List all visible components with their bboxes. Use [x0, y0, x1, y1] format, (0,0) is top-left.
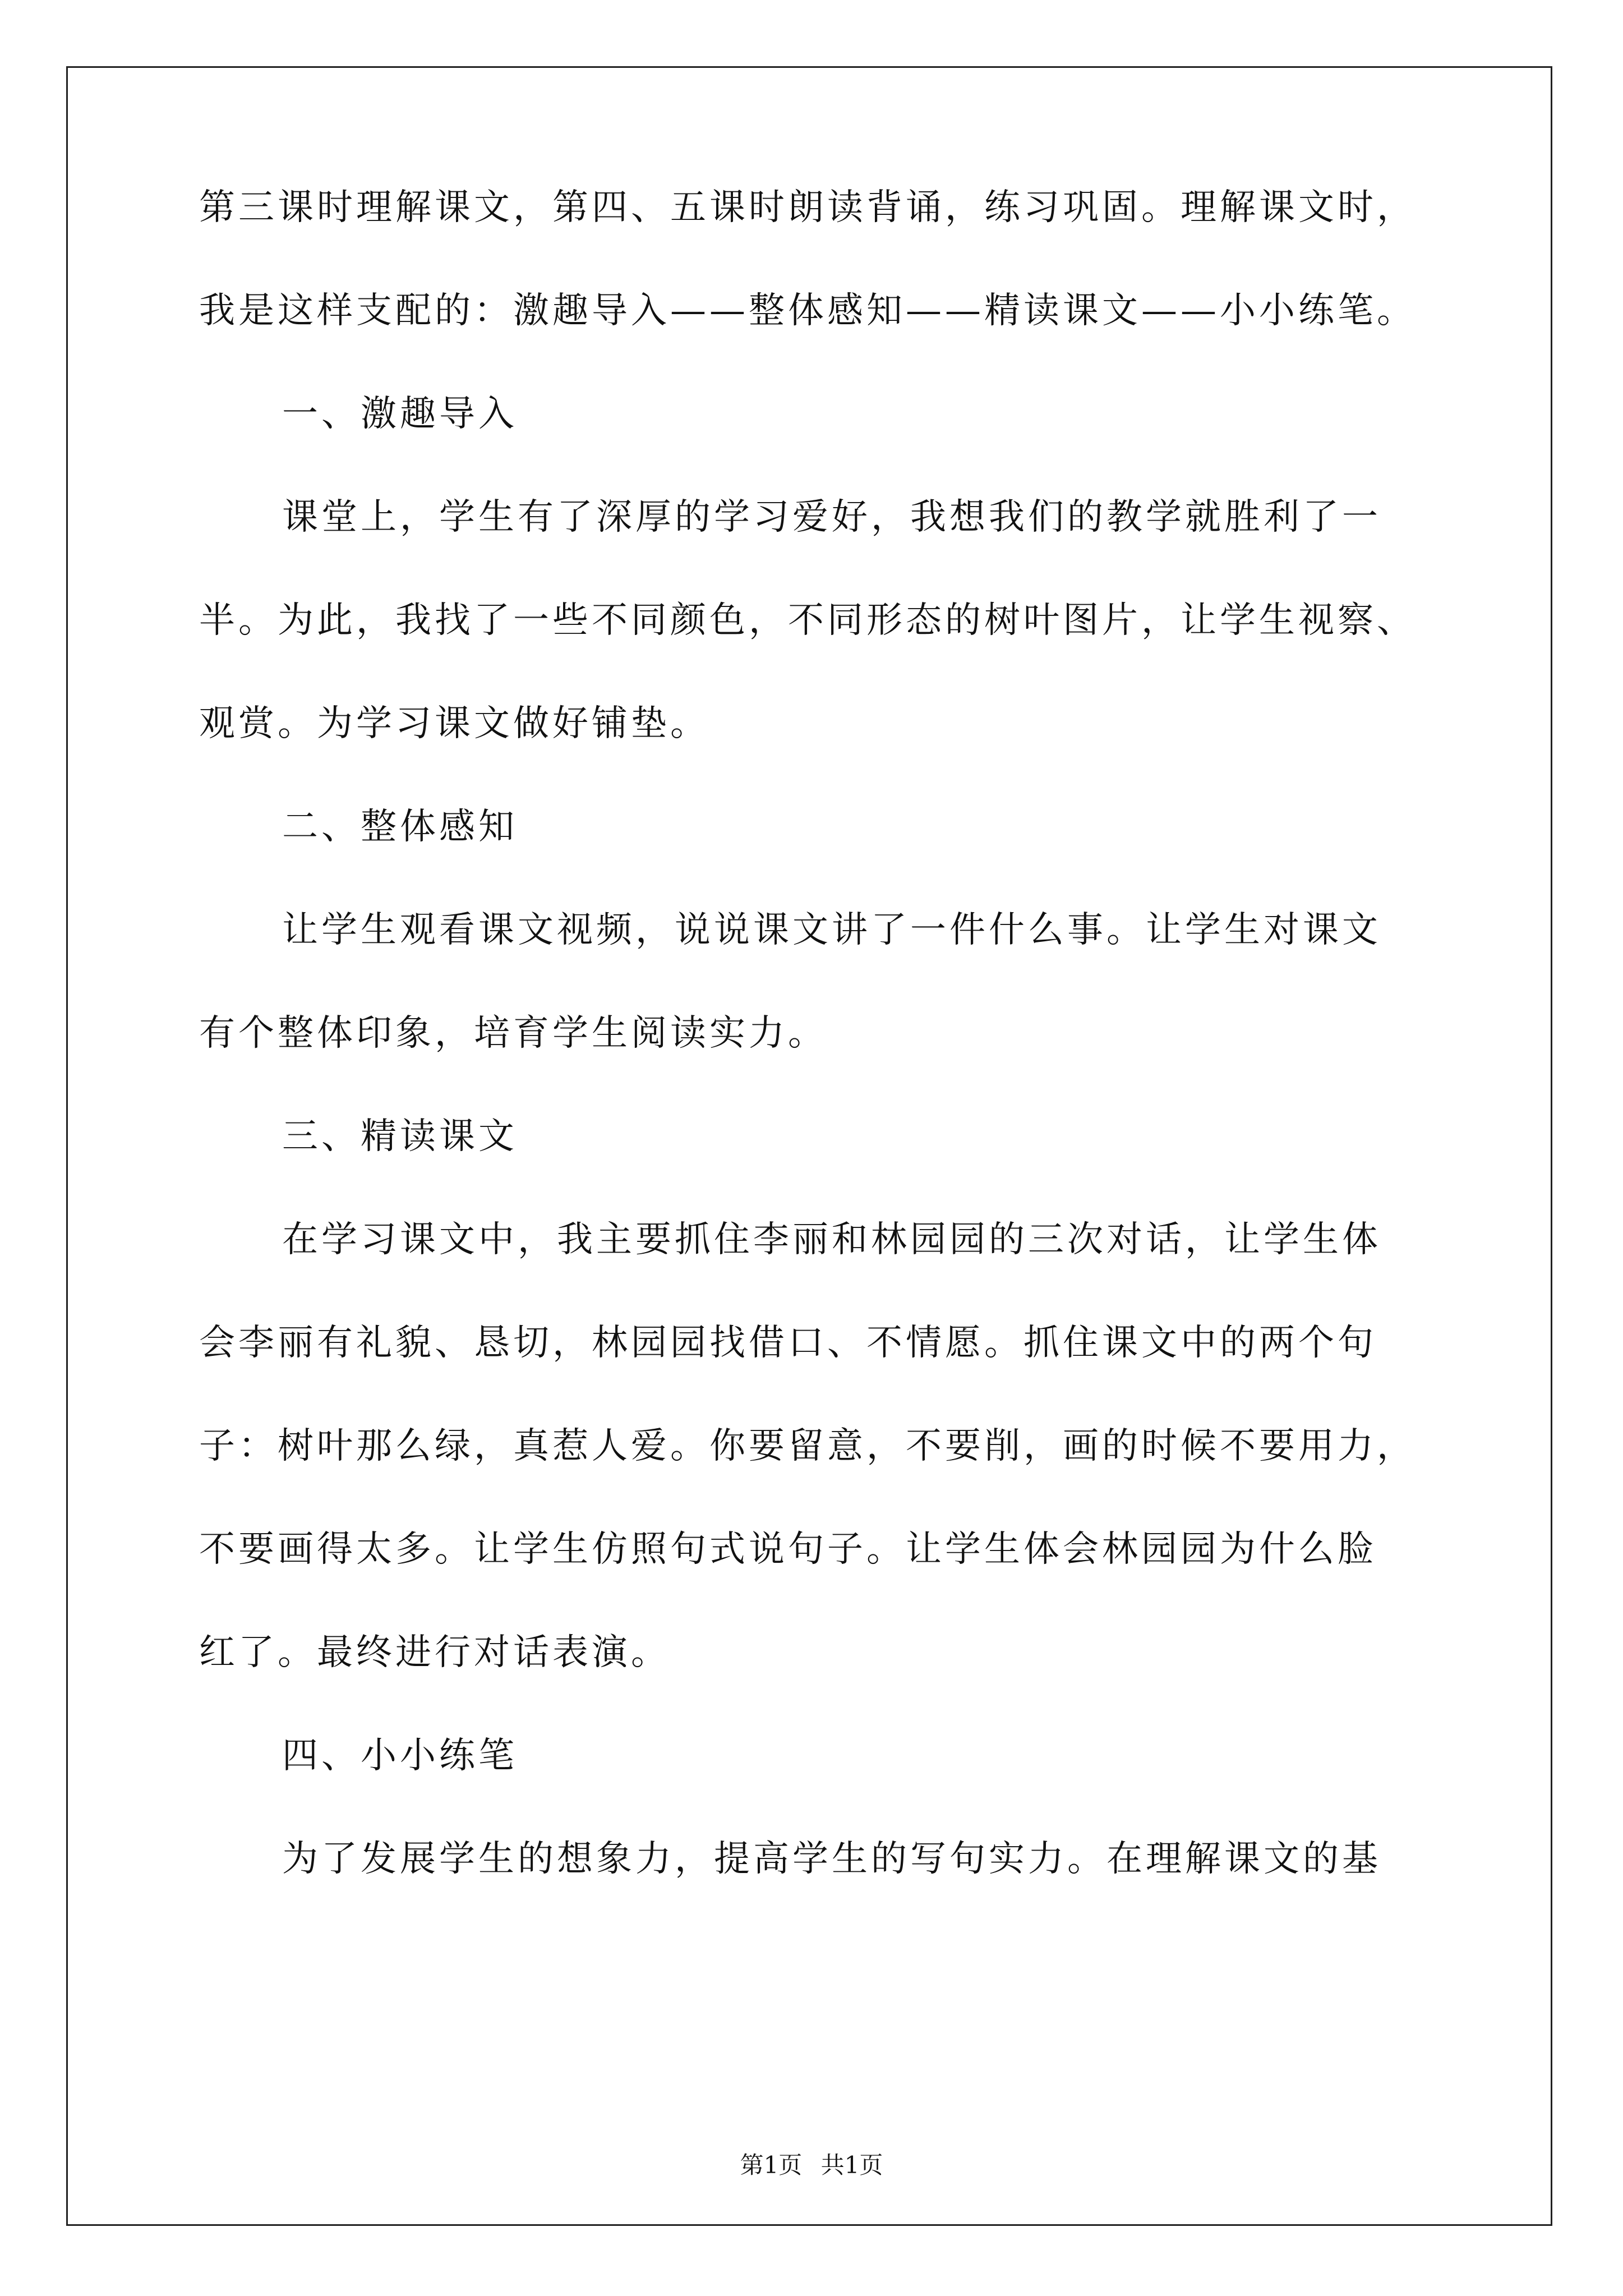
text-line: 不要画得太多。让学生仿照句式说句子。让学生体会林园园为什么脸 — [199, 1529, 1377, 1570]
page-number-current: 第1页 — [740, 2151, 803, 2179]
text-line: 观赏。为学习课文做好铺垫。 — [199, 703, 709, 744]
page-number-total: 共1页 — [820, 2151, 883, 2179]
text-line: 让学生观看课文视频，说说课文讲了一件什么事。让学生对课文 — [282, 909, 1381, 951]
section-heading: 四、小小练笔 — [282, 1735, 518, 1777]
text-line: 会李丽有礼貌、恳切，林园园找借口、不情愿。抓住课文中的两个句 — [199, 1322, 1377, 1364]
text-line: 在学习课文中，我主要抓住李丽和林园园的三次对话，让学生体 — [282, 1219, 1381, 1260]
section-heading: 一、激趣导入 — [282, 393, 518, 435]
text-line: 我是这样支配的：激趣导入——整体感知——精读课文——小小练笔。 — [199, 290, 1416, 332]
section-heading: 三、精读课文 — [282, 1116, 518, 1157]
text-line: 第三课时理解课文，第四、五课时朗读背诵，练习巩固。理解课文时， — [199, 187, 1416, 228]
text-line: 为了发展学生的想象力，提高学生的写句实力。在理解课文的基 — [282, 1838, 1381, 1880]
text-line: 子：树叶那么绿，真惹人爱。你要留意，不要削，画的时候不要用力， — [199, 1425, 1416, 1467]
text-line: 半。为此，我找了一些不同颜色，不同形态的树叶图片，让学生视察、 — [199, 600, 1416, 641]
text-line: 课堂上，学生有了深厚的学习爱好，我想我们的教学就胜利了一 — [282, 496, 1381, 538]
text-line: 有个整体印象，培育学生阅读实力。 — [199, 1013, 827, 1054]
page-footer — [0, 2148, 1623, 2182]
section-heading: 二、整体感知 — [282, 806, 518, 848]
text-line: 红了。最终进行对话表演。 — [199, 1632, 670, 1673]
